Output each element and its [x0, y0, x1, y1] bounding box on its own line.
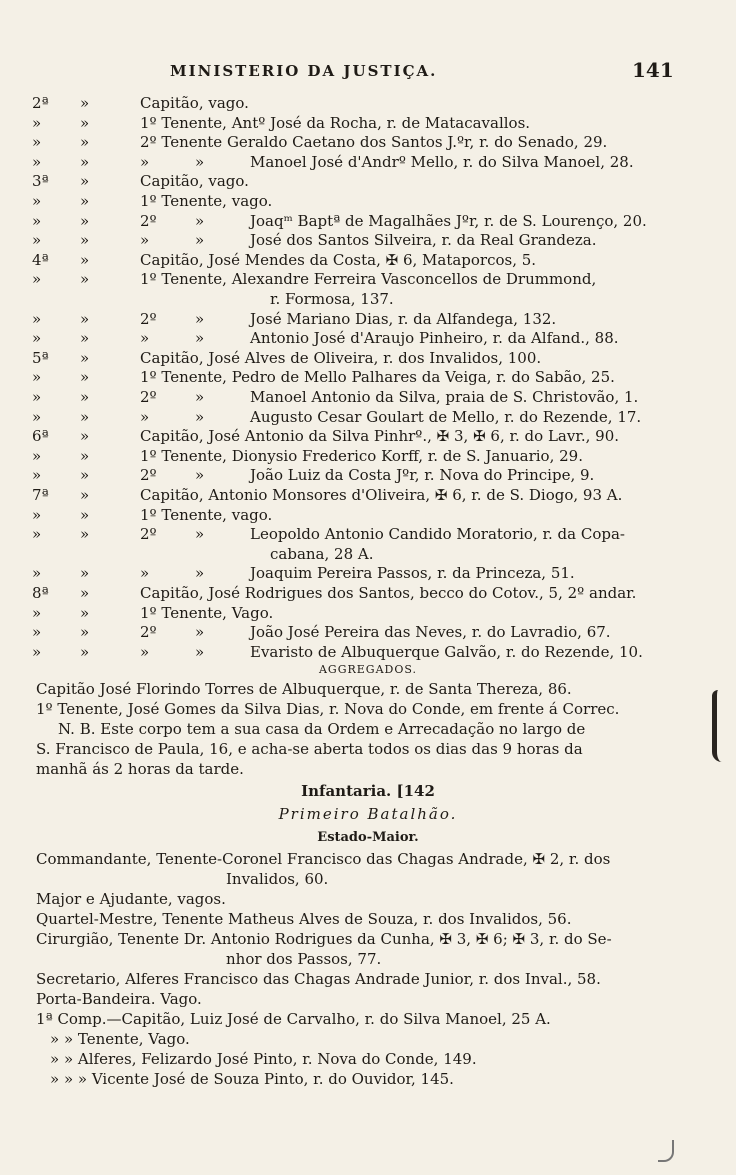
rank-text: Capitão, José Rodrigues dos Santos, becco do Cotov., 5, 2º andar.	[140, 584, 637, 602]
estado-maior-text: » » Alferes, Felizardo José Pinto, r. Nova do Conde, 149.	[50, 1050, 477, 1068]
rank-text: 2º	[140, 623, 157, 642]
ditto-mark: »	[80, 427, 90, 446]
ditto-mark: »	[80, 270, 90, 289]
company-number: »	[32, 368, 42, 387]
ditto-mark: »	[80, 113, 90, 132]
company-number: »	[32, 388, 42, 406]
rank-text: »	[140, 642, 150, 661]
ditto-mark: »	[80, 211, 90, 230]
continuation-text: cabana, 28 A.	[270, 544, 374, 563]
ditto-mark: »	[80, 642, 90, 661]
rank-text: »	[140, 564, 150, 583]
officer-text: João José Pereira das Neves, r. do Lavradio, 67.	[250, 623, 611, 642]
company-number: »	[32, 270, 42, 289]
infantaria-heading: Infantaria. [142	[301, 782, 435, 800]
ditto-mark: »	[195, 388, 205, 406]
ditto-mark: »	[80, 172, 90, 191]
officer-text: João Luiz da Costa Jºr, r. Nova do Principe, 9.	[250, 466, 595, 485]
company-number: »	[32, 329, 42, 348]
rank-text: »	[140, 407, 150, 426]
rank-text: 2º	[140, 525, 157, 544]
ditto-mark: »	[80, 133, 90, 152]
ditto-mark: »	[195, 407, 205, 426]
rank-text: Capitão, Antonio Monsores d'Oliveira, ✠ 6, r. de S. Diogo, 93 A.	[140, 486, 623, 504]
rank-text: Capitão, José Alves de Oliveira, r. dos Invalidos, 100.	[140, 348, 542, 367]
ditto-mark: »	[80, 152, 90, 171]
rank-text: »	[140, 231, 150, 250]
company-number: 2ª	[32, 94, 49, 112]
rank-text: 2º	[140, 309, 157, 328]
rank-text: 2º Tenente Geraldo Caetano dos Santos J.ºr, r. do Senado, 29.	[140, 133, 608, 152]
company-number: 3ª	[32, 172, 49, 191]
company-number: 8ª	[32, 584, 49, 602]
ditto-mark: »	[80, 231, 90, 250]
company-number: »	[32, 309, 42, 328]
officer-text: Manoel José d'Andrº Mello, r. do Silva Manoel, 28.	[250, 152, 634, 171]
aggregados-heading: AGGREGADOS.	[318, 663, 418, 676]
page-number: 141	[632, 58, 674, 82]
ditto-mark: »	[80, 584, 90, 602]
ditto-mark: »	[80, 388, 90, 406]
ditto-mark: »	[80, 192, 90, 210]
ditto-mark: »	[80, 348, 90, 367]
note-text: N. B. Este corpo tem a sua casa da Ordem e Arrecadação no largo de	[58, 720, 586, 738]
officer-text: José Mariano Dias, r. da Alfandega, 132.	[250, 309, 557, 328]
company-number: »	[32, 113, 42, 132]
note-text: S. Francisco de Paula, 16, e acha-se aberta todos os dias das 9 horas da	[36, 740, 583, 758]
company-number: »	[32, 407, 42, 426]
ditto-mark: »	[195, 642, 205, 661]
batalhao-heading: Primeiro Batalhão.	[278, 805, 458, 823]
estado-maior-text: nhor dos Passos, 77.	[226, 950, 382, 968]
ditto-mark: »	[195, 525, 205, 544]
company-number: »	[32, 564, 42, 583]
ditto-mark: »	[80, 309, 90, 328]
rank-text: 2º	[140, 388, 157, 406]
rank-text: 2º	[140, 211, 157, 230]
page-header	[0, 58, 736, 88]
rank-text: Capitão, vago.	[140, 172, 249, 191]
officer-text: Leopoldo Antonio Candido Moratorio, r. da Copa-	[250, 525, 625, 544]
ditto-mark: »	[80, 623, 90, 642]
ditto-mark: »	[80, 603, 90, 622]
officer-text: Antonio José d'Araujo Pinheiro, r. da Alfand., 88.	[250, 329, 619, 348]
margin-scribble-mark	[658, 1140, 674, 1162]
estado-maior-text: 1ª Comp.—Capitão, Luiz José de Carvalho, r. do Silva Manoel, 25 A.	[36, 1010, 551, 1028]
company-number: 5ª	[32, 348, 49, 367]
company-number: »	[32, 642, 42, 661]
ditto-mark: »	[80, 407, 90, 426]
officer-text: Augusto Cesar Goulart de Mello, r. do Rezende, 17.	[250, 407, 642, 426]
company-number: »	[32, 152, 42, 171]
company-number: »	[32, 211, 42, 230]
ditto-mark: »	[80, 329, 90, 348]
company-number: »	[32, 603, 42, 622]
ditto-mark: »	[195, 466, 205, 485]
rank-text: Capitão, José Antonio da Silva Pinhrº., ✠ 3, ✠ 6, r. do Lavr., 90.	[140, 427, 620, 446]
company-number: »	[32, 192, 42, 210]
rank-text: 1º Tenente, vago.	[140, 505, 273, 524]
rank-text: »	[140, 329, 150, 348]
note-text: manhã ás 2 horas da tarde.	[36, 760, 244, 778]
company-number: »	[32, 623, 42, 642]
estado-maior-text: Secretario, Alferes Francisco das Chagas Andrade Junior, r. dos Inval., 58.	[36, 970, 601, 988]
company-number: 6ª	[32, 427, 49, 446]
estado-maior-text: » » » Vicente José de Souza Pinto, r. do Ouvidor, 145.	[50, 1070, 454, 1088]
ditto-mark: »	[195, 329, 205, 348]
estado-maior-text: Cirurgião, Tenente Dr. Antonio Rodrigues da Cunha, ✠ 3, ✠ 6; ✠ 3, r. do Se-	[36, 930, 612, 948]
rank-text: 2º	[140, 466, 157, 485]
rank-text: 1º Tenente, vago.	[140, 192, 273, 210]
company-number: »	[32, 231, 42, 250]
ditto-mark: »	[80, 525, 90, 544]
company-number: »	[32, 466, 42, 485]
rank-text: Capitão, José Mendes da Costa, ✠ 6, Mataporcos, 5.	[140, 250, 537, 269]
ditto-mark: »	[80, 368, 90, 387]
ditto-mark: »	[80, 486, 90, 504]
rank-text: 1º Tenente, Antº José da Rocha, r. de Matacavallos.	[140, 113, 531, 132]
estado-maior-text: Porta-Bandeira. Vago.	[36, 990, 202, 1008]
company-number: »	[32, 525, 42, 544]
estado-maior-text: Invalidos, 60.	[226, 870, 329, 888]
company-number: »	[32, 446, 42, 465]
continuation-text: r. Formosa, 137.	[270, 290, 394, 308]
officer-text: José dos Santos Silveira, r. da Real Grandeza.	[250, 231, 597, 250]
company-number: »	[32, 133, 42, 152]
ditto-mark: »	[195, 623, 205, 642]
estado-maior-text: Major e Ajudante, vagos.	[36, 890, 226, 908]
officer-text: Manoel Antonio da Silva, praia de S. Christovão, 1.	[250, 388, 639, 406]
ditto-mark: »	[80, 250, 90, 269]
aggregado-text: 1º Tenente, José Gomes da Silva Dias, r. Nova do Conde, em frente á Correc.	[36, 700, 620, 718]
ditto-mark: »	[80, 505, 90, 524]
page-title: MINISTERIO DA JUSTIÇA.	[170, 62, 438, 80]
aggregado-text: Capitão José Florindo Torres de Albuquerque, r. de Santa Thereza, 86.	[36, 680, 572, 698]
officer-text: Joaqᵐ Baptª de Magalhães Jºr, r. de S. Lourenço, 20.	[250, 211, 647, 230]
margin-bracket-mark	[712, 690, 731, 762]
rank-text: Capitão, vago.	[140, 94, 249, 112]
estado-maior-text: » » Tenente, Vago.	[50, 1030, 190, 1048]
company-number: 4ª	[32, 250, 49, 269]
ditto-mark: »	[80, 466, 90, 485]
ditto-mark: »	[195, 211, 205, 230]
estado-maior-text: Commandante, Tenente-Coronel Francisco das Chagas Andrade, ✠ 2, r. dos	[36, 850, 611, 868]
rank-text: 1º Tenente, Alexandre Ferreira Vasconcellos de Drummond,	[140, 270, 597, 289]
rank-text: 1º Tenente, Pedro de Mello Palhares da Veiga, r. do Sabão, 25.	[140, 368, 615, 387]
officer-text: Joaquim Pereira Passos, r. da Princeza, 51.	[250, 564, 575, 583]
ditto-mark: »	[195, 152, 205, 171]
officer-text: Evaristo de Albuquerque Galvão, r. do Rezende, 10.	[250, 642, 643, 661]
ditto-mark: »	[80, 564, 90, 583]
company-number: »	[32, 505, 42, 524]
rank-text: 1º Tenente, Dionysio Frederico Korff, r. de S. Januario, 29.	[140, 446, 583, 465]
ditto-mark: »	[80, 446, 90, 465]
ditto-mark: »	[195, 309, 205, 328]
ditto-mark: »	[80, 94, 90, 112]
company-number: 7ª	[32, 486, 49, 504]
estado-maior-heading: Estado-Maior.	[317, 830, 419, 845]
estado-maior-text: Quartel-Mestre, Tenente Matheus Alves de Souza, r. dos Invalidos, 56.	[36, 910, 572, 928]
ditto-mark: »	[195, 231, 205, 250]
ditto-mark: »	[195, 564, 205, 583]
rank-text: 1º Tenente, Vago.	[140, 603, 274, 622]
rank-text: »	[140, 152, 150, 171]
